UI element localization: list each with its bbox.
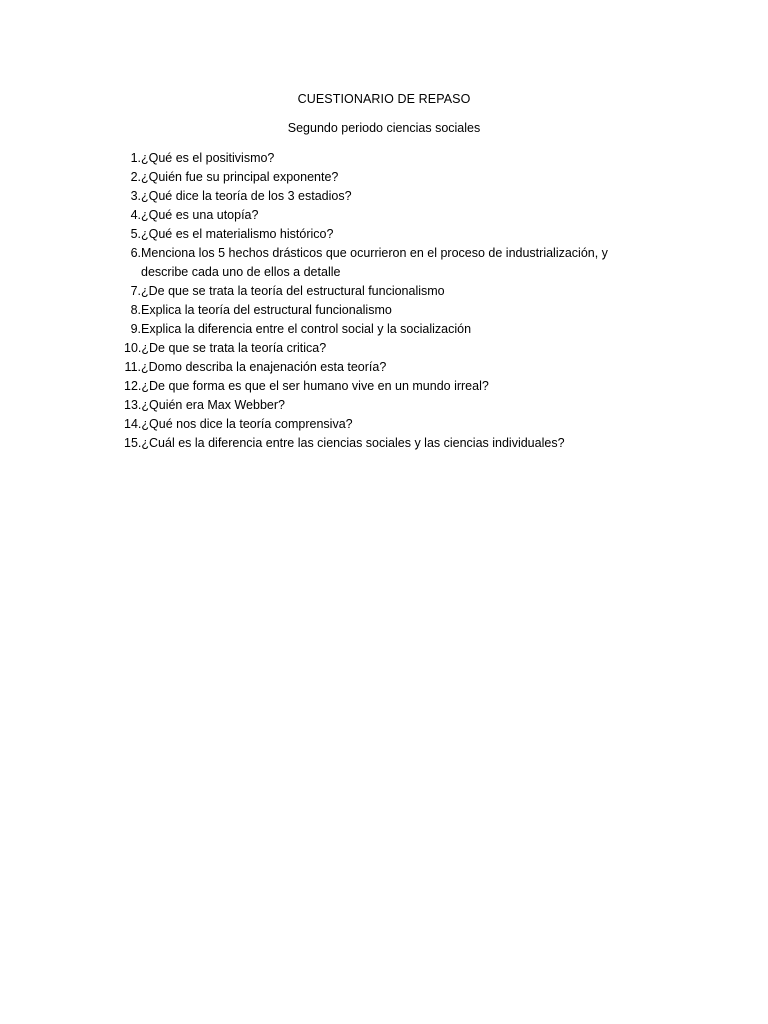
question-text: ¿Quién era Max Webber? <box>141 398 285 412</box>
question-item <box>124 225 644 244</box>
question-text: ¿De que se trata la teoría critica? <box>141 341 327 355</box>
question-text: ¿Qué dice la teoría de los 3 estadios? <box>141 189 352 203</box>
question-number: 6. <box>130 246 141 260</box>
question-text: ¿Qué nos dice la teoría comprensiva? <box>141 417 353 431</box>
question-item <box>124 415 644 434</box>
question-item <box>124 339 644 358</box>
question-item <box>124 187 644 206</box>
question-text: Explica la diferencia entre el control social y la socialización <box>141 322 472 336</box>
question-number: 8. <box>130 303 141 317</box>
question-number: 11. <box>124 360 141 374</box>
question-text: ¿De que se trata la teoría del estructural funcionalismo <box>141 284 445 298</box>
question-number: 4. <box>130 208 141 222</box>
question-number: 1. <box>130 151 141 165</box>
question-item <box>124 434 644 453</box>
question-item <box>124 358 644 377</box>
question-number: 12. <box>124 379 142 393</box>
question-item <box>124 168 644 187</box>
document-title: CUESTIONARIO DE REPASO <box>297 92 471 106</box>
question-number: 5. <box>130 227 141 241</box>
question-number: 13. <box>124 398 142 412</box>
question-text: Menciona los 5 hechos drásticos que ocurrieron en el proceso de industrialización, y describe cada uno de ellos a detalle <box>141 246 608 279</box>
question-item <box>124 244 644 282</box>
question-number: 7. <box>130 284 141 298</box>
document-subtitle: Segundo periodo ciencias sociales <box>287 121 481 135</box>
question-number: 3. <box>130 189 141 203</box>
question-item <box>124 396 644 415</box>
question-number: 14. <box>124 417 142 431</box>
question-text: ¿Domo describa la enajenación esta teoría? <box>141 360 387 374</box>
question-item <box>124 282 644 301</box>
question-number: 15. <box>124 436 142 450</box>
question-number: 2. <box>130 170 141 184</box>
question-text: ¿Qué es el positivismo? <box>141 151 275 165</box>
question-item <box>124 320 644 339</box>
question-text: ¿Quién fue su principal exponente? <box>141 170 339 184</box>
question-text: Explica la teoría del estructural funcionalismo <box>141 303 392 317</box>
question-item <box>124 149 644 168</box>
question-text: ¿Cuál es la diferencia entre las ciencias sociales y las ciencias individuales? <box>141 436 565 450</box>
question-item <box>124 377 644 396</box>
question-item <box>124 206 644 225</box>
question-item <box>124 301 644 320</box>
question-list <box>124 149 644 453</box>
question-number: 9. <box>130 322 141 336</box>
question-number: 10. <box>124 341 142 355</box>
question-text: ¿De que forma es que el ser humano vive en un mundo irreal? <box>141 379 489 393</box>
question-text: ¿Qué es una utopía? <box>141 208 259 222</box>
question-text: ¿Qué es el materialismo histórico? <box>141 227 334 241</box>
